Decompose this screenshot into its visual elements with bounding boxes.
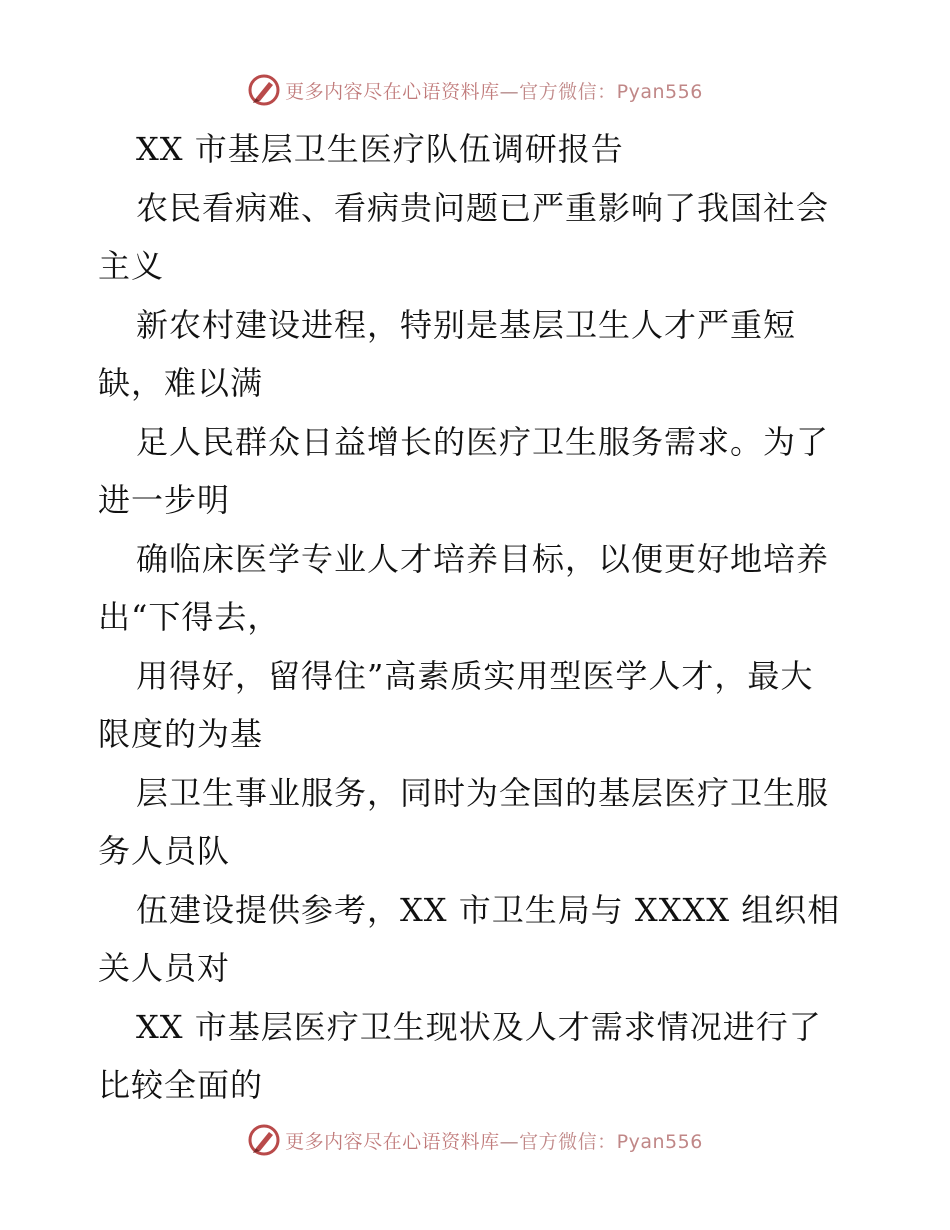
text-line: 主义: [98, 247, 165, 285]
text-line: 新农村建设进程，特别是基层卫生人才严重短: [136, 305, 797, 344]
text-line: 限度的为基: [98, 715, 264, 753]
document-body: [98, 120, 868, 1115]
text-line: XX 市基层医疗卫生现状及人才需求情况进行了: [136, 1007, 822, 1046]
footer-watermark: [0, 1120, 950, 1160]
pen-logo-icon: [247, 73, 281, 107]
watermark-main-text: 更多内容尽在心语资料库: [285, 80, 500, 103]
text-line: 用得好，留得住”高素质实用型医学人才，最大: [136, 656, 814, 695]
pen-logo-icon: [247, 1123, 281, 1157]
watermark-separator: —: [499, 1130, 520, 1153]
watermark-sub-text: 官方微信：Pyan556: [519, 1130, 703, 1153]
text-line: 层卫生事业服务，同时为全国的基层医疗卫生服: [136, 773, 830, 812]
text-line: 缺，难以满: [98, 364, 264, 402]
watermark-separator: —: [499, 80, 520, 103]
watermark-main-text: 更多内容尽在心语资料库: [285, 1130, 500, 1153]
text-line: 确临床医学专业人才培养目标，以便更好地培养: [136, 539, 830, 578]
text-line: 比较全面的: [98, 1066, 264, 1104]
text-line: 进一步明: [98, 481, 231, 519]
text-line: 务人员队: [98, 832, 231, 870]
header-watermark: [0, 70, 950, 110]
watermark-sub-text: 官方微信：Pyan556: [519, 80, 703, 103]
text-line: 农民看病难、看病贵问题已严重影响了我国社会: [136, 188, 830, 227]
text-line: 关人员对: [98, 949, 231, 987]
text-line: XX 市基层卫生医疗队伍调研报告: [136, 130, 624, 168]
text-line: 出“下得去，: [98, 598, 281, 636]
text-line: 伍建设提供参考，XX 市卫生局与 XXXX 组织相: [136, 890, 841, 929]
text-line: 足人民群众日益增长的医疗卫生服务需求。为了: [136, 422, 830, 461]
